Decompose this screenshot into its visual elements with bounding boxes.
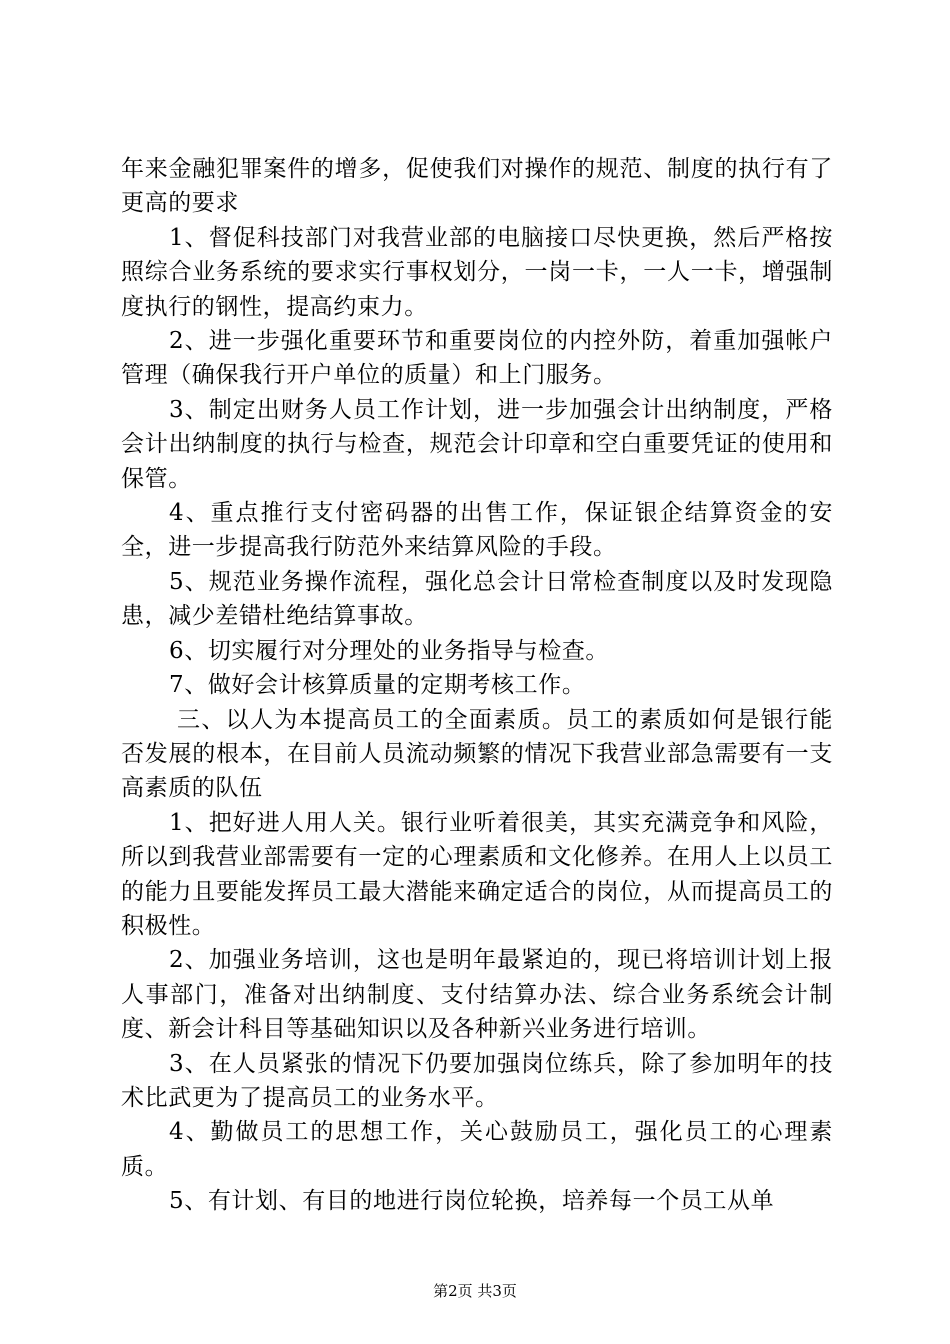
paragraph-item: 2、加强业务培训，这也是明年最紧迫的，现已将培训计划上报人事部门，准备对出纳制度、支付结算办法、综合业务系统会计制度、新会计科目等基础知识以及各种新兴业务进行培训。 [121, 947, 833, 1043]
paragraph-item: 4、重点推行支付密码器的出售工作，保证银企结算资金的安全，进一步提高我行防范外来结算风险的手段。 [121, 500, 833, 561]
paragraph-item: 3、在人员紧张的情况下仍要加强岗位练兵，除了参加明年的技术比武更为了提高员工的业务水平。 [121, 1050, 833, 1111]
document-body [121, 152, 833, 1219]
paragraph-item: 1、督促科技部门对我营业部的电脑接口尽快更换，然后严格按照综合业务系统的要求实行事权划分，一岗一卡，一人一卡，增强制度执行的钢性，提高约束力。 [121, 224, 833, 320]
paragraph-item: 4、勤做员工的思想工作，关心鼓励员工，强化员工的心理素质。 [121, 1119, 833, 1180]
paragraph-continuation: 年来金融犯罪案件的增多，促使我们对操作的规范、制度的执行有了更高的要求 [121, 156, 833, 217]
paragraph-item: 6、切实履行对分理处的业务指导与检查。 [169, 637, 610, 664]
page-number: 第2页 共3页 [433, 1282, 517, 1300]
section-heading-paragraph: 三、以人为本提高员工的全面素质。员工的素质如何是银行能否发展的根本，在目前人员流动频繁的情况下我营业部急需要有一支高素质的队伍 [121, 706, 833, 802]
paragraph-item: 1、把好进人用人关。银行业听着很美，其实充满竞争和风险，所以到我营业部需要有一定的心理素质和文化修养。在用人上以员工的能力且要能发挥员工最大潜能来确定适合的岗位，从而提高员工的积极性。 [121, 809, 833, 939]
paragraph-item: 3、制定出财务人员工作计划，进一步加强会计出纳制度，严格会计出纳制度的执行与检查，规范会计印章和空白重要凭证的使用和保管。 [121, 396, 833, 492]
paragraph-item: 5、规范业务操作流程，强化总会计日常检查制度以及时发现隐患，减少差错杜绝结算事故。 [121, 568, 833, 630]
paragraph-item: 5、有计划、有目的地进行岗位轮换，培养每一个员工从单 [169, 1188, 775, 1215]
paragraph-item: 7、做好会计核算质量的定期考核工作。 [169, 672, 586, 699]
paragraph-item: 2、进一步强化重要环节和重要岗位的内控外防，着重加强帐户管理（确保我行开户单位的质量）和上门服务。 [121, 328, 833, 389]
